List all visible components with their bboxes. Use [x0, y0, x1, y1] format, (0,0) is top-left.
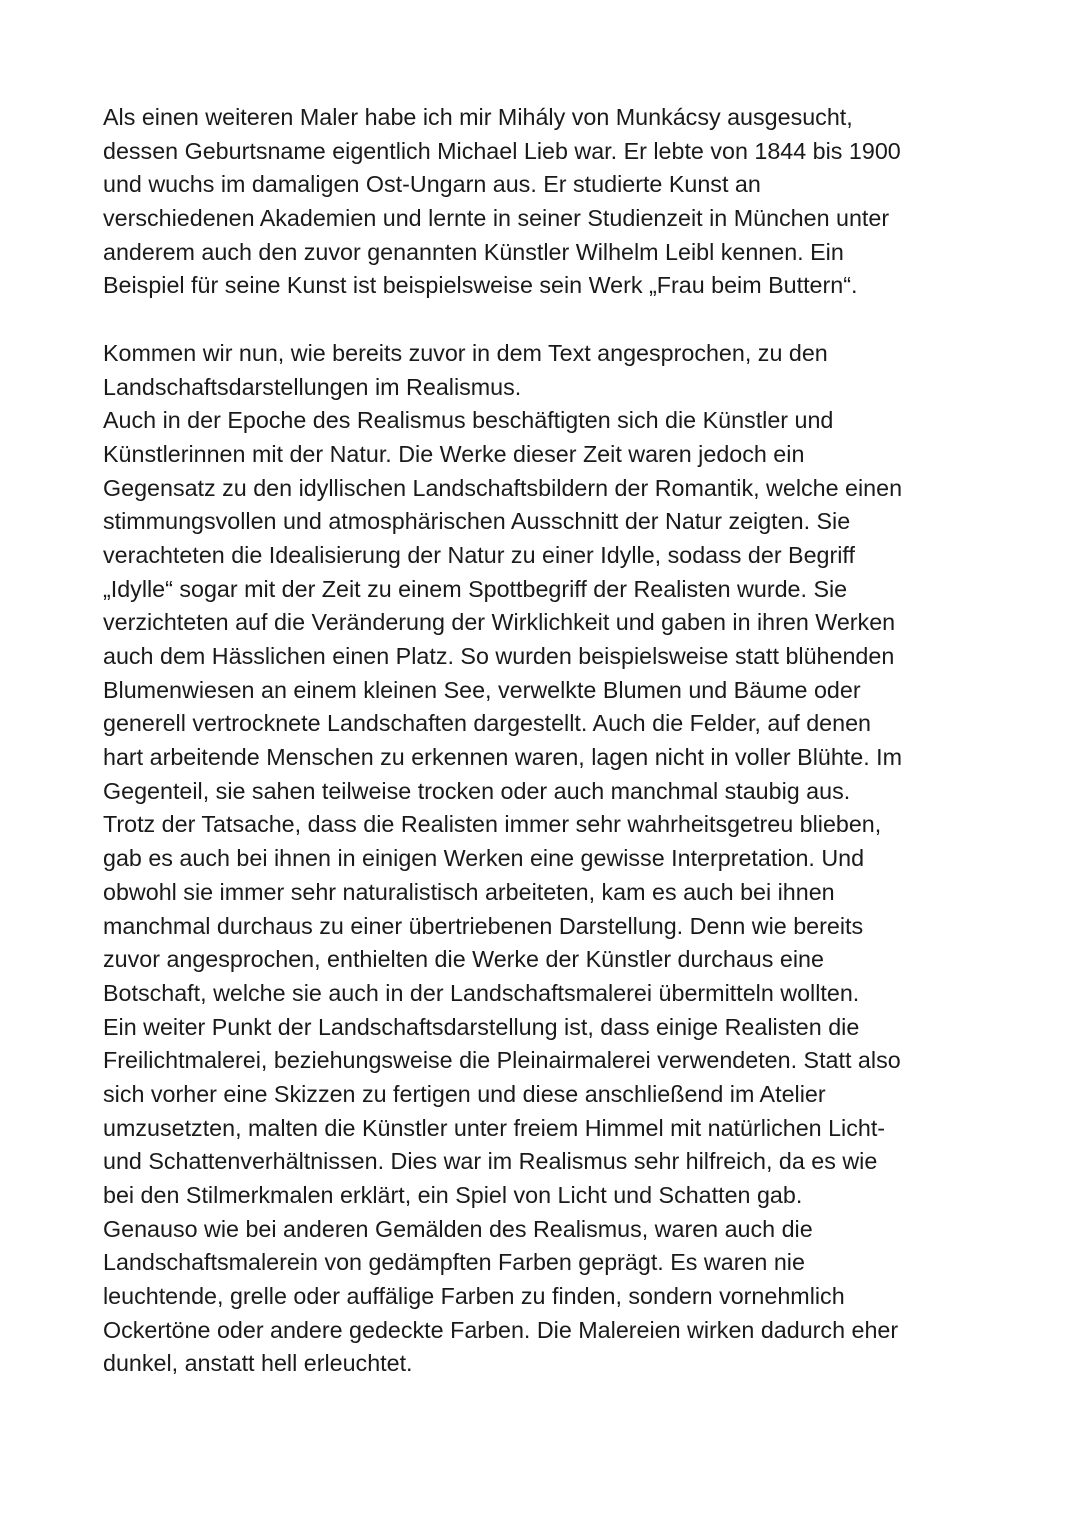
text-line: Gegenteil, sie sahen teilweise trocken oder auch manchmal staubig aus.	[103, 777, 851, 804]
text-line: sich vorher eine Skizzen zu fertigen und diese anschließend im Atelier	[103, 1080, 826, 1107]
text-line: Als einen weiteren Maler habe ich mir Mihály von Munkácsy ausgesucht,	[103, 104, 853, 130]
text-line: Ein weiter Punkt der Landschaftsdarstellung ist, dass einige Realisten die	[103, 1013, 860, 1040]
text-line: gab es auch bei ihnen in einigen Werken eine gewisse Interpretation. Und	[103, 845, 865, 872]
text-line: Gegensatz zu den idyllischen Landschaftsbildern der Romantik, welche einen	[103, 474, 903, 501]
text-line: und wuchs im damaligen Ost-Ungarn aus. Er studierte Kunst an	[103, 171, 761, 198]
text-line: Botschaft, welche sie auch in der Landschaftsmalerei übermitteln wollten.	[103, 979, 860, 1006]
text-line: generell vertrocknete Landschaften dargestellt. Auch die Felder, auf denen	[103, 710, 872, 737]
text-line: „Idylle“ sogar mit der Zeit zu einem Spottbegriff der Realisten wurde. Sie	[103, 575, 848, 602]
text-line: Kommen wir nun, wie bereits zuvor in dem Text angesprochen, zu den	[103, 339, 828, 366]
text-line: dunkel, anstatt hell erleuchtet.	[103, 1350, 413, 1377]
document-body	[103, 101, 983, 1381]
text-line: umzusetzten, malten die Künstler unter freiem Himmel mit natürlichen Licht-	[103, 1114, 886, 1141]
text-line: zuvor angesprochen, enthielten die Werke der Künstler durchaus eine	[103, 946, 824, 973]
text-line: Freilichtmalerei, beziehungsweise die Pleinairmalerei verwendeten. Statt also	[103, 1047, 901, 1074]
paragraph-munkacsy	[103, 101, 983, 303]
text-line: Genauso wie bei anderen Gemälden des Realismus, waren auch die	[103, 1215, 813, 1242]
text-line: bei den Stilmerkmalen erklärt, ein Spiel von Licht und Schatten gab.	[103, 1182, 803, 1208]
text-line: verzichteten auf die Veränderung der Wirklichkeit und gaben in ihren Werken	[103, 609, 896, 636]
text-line: anderem auch den zuvor genannten Künstler Wilhelm Leibl kennen. Ein	[103, 238, 844, 265]
text-line: Blumenwiesen an einem kleinen See, verwelkte Blumen und Bäume oder	[103, 676, 861, 703]
text-line: Landschaftsdarstellungen im Realismus.	[103, 373, 522, 400]
text-line: verschiedenen Akademien und lernte in seiner Studienzeit in München unter	[103, 205, 890, 232]
text-line: Auch in der Epoche des Realismus beschäftigten sich die Künstler und	[103, 407, 834, 434]
text-line: Landschaftsmalerein von gedämpften Farben geprägt. Es waren nie	[103, 1249, 805, 1276]
text-line: leuchtende, grelle oder auffälige Farben zu finden, sondern vornehmlich	[103, 1283, 845, 1310]
paragraph-landscape	[103, 337, 983, 1381]
text-line: dessen Geburtsname eigentlich Michael Lieb war. Er lebte von 1844 bis 1900	[103, 137, 901, 164]
text-line: und Schattenverhältnissen. Dies war im Realismus sehr hilfreich, da es wie	[103, 1148, 878, 1175]
text-line: Trotz der Tatsache, dass die Realisten immer sehr wahrheitsgetreu blieben,	[103, 811, 882, 838]
text-line: Beispiel für seine Kunst ist beispielsweise sein Werk „Frau beim Buttern“.	[103, 272, 858, 299]
paragraph-gap	[103, 303, 983, 337]
text-line: Künstlerinnen mit der Natur. Die Werke dieser Zeit waren jedoch ein	[103, 440, 805, 467]
text-line: stimmungsvollen und atmosphärischen Ausschnitt der Natur zeigten. Sie	[103, 508, 851, 535]
text-line: hart arbeitende Menschen zu erkennen waren, lagen nicht in voller Blühte. Im	[103, 744, 903, 771]
text-line: Ockertöne oder andere gedeckte Farben. Die Malereien wirken dadurch eher	[103, 1316, 899, 1343]
text-line: verachteten die Idealisierung der Natur zu einer Idylle, sodass der Begriff	[103, 541, 855, 568]
text-line: obwohl sie immer sehr naturalistisch arbeiteten, kam es auch bei ihnen	[103, 878, 835, 905]
text-line: manchmal durchaus zu einer übertriebenen Darstellung. Denn wie bereits	[103, 912, 864, 939]
text-line: auch dem Hässlichen einen Platz. So wurden beispielsweise statt blühenden	[103, 643, 895, 669]
